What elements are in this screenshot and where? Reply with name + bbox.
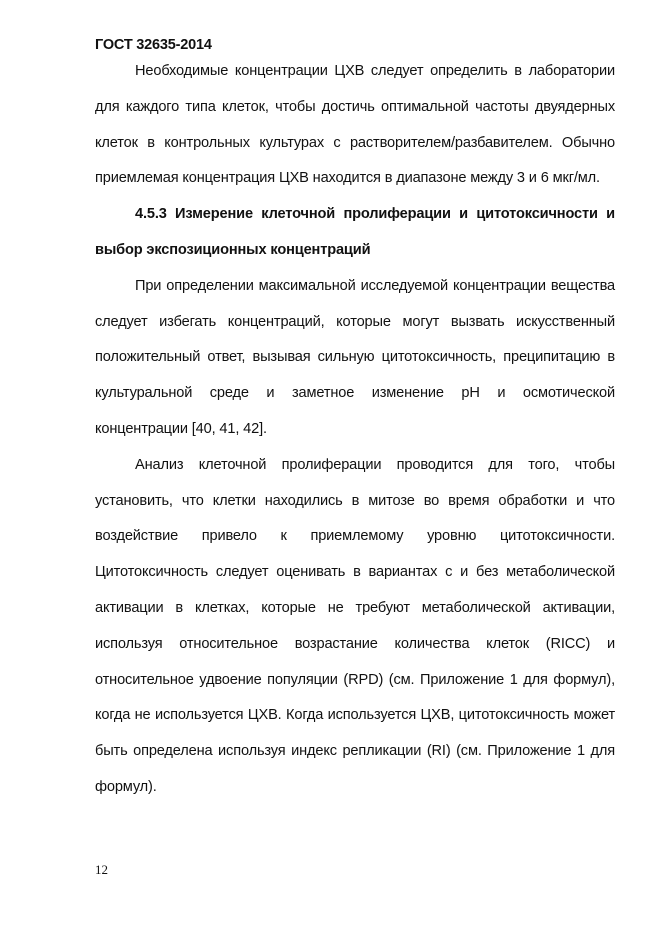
- page-number: 12: [95, 862, 108, 877]
- paragraph-max-concentration: При определении максимальной исследуемой концентрации вещества следует избегать концентраций, которые могут вызвать искусственный положительный ответ, вызывая сильную цитотоксичность, преципитацию в культуральной среде и заметное изменение pH и осмотической концентрации [40, 41, 42].: [95, 277, 615, 437]
- document-header: ГОСТ 32635-2014: [95, 37, 212, 53]
- paragraph-cxb-concentration: Необходимые концентрации ЦХВ следует определить в лаборатории для каждого типа клеток, чтобы достичь оптимальной частоты двуядерных клеток в контрольных культурах с растворителем/разбавителем. Обычно приемлемая концентрация ЦХВ находится в диапазоне между 3 и 6 мкг/мл.: [95, 63, 615, 187]
- paragraph-proliferation-analysis: Анализ клеточной пролиферации проводится для того, чтобы установить, что клетки находились в митозе во время обработки и что воздействие привело к приемлемому уровню цитотоксичности. Цитотоксичность следует оценивать в вариантах с и без метаболической активации в клетках, которые не требуют метаболической активации, используя относительное возрастание количества клеток (RICC) и относительное удвоение популяции (RPD) (см. Приложение 1 для формул), когда не используется ЦХВ. Когда используется ЦХВ, цитотоксичность может быть определена используя индекс репликации (RI) (см. Приложение 1 для формул).: [95, 456, 615, 795]
- section-heading-4-5-3: 4.5.3 Измерение клеточной пролиферации и цитотоксичности и выбор экспозиционных концентраций: [95, 206, 615, 258]
- document-body: [95, 54, 615, 806]
